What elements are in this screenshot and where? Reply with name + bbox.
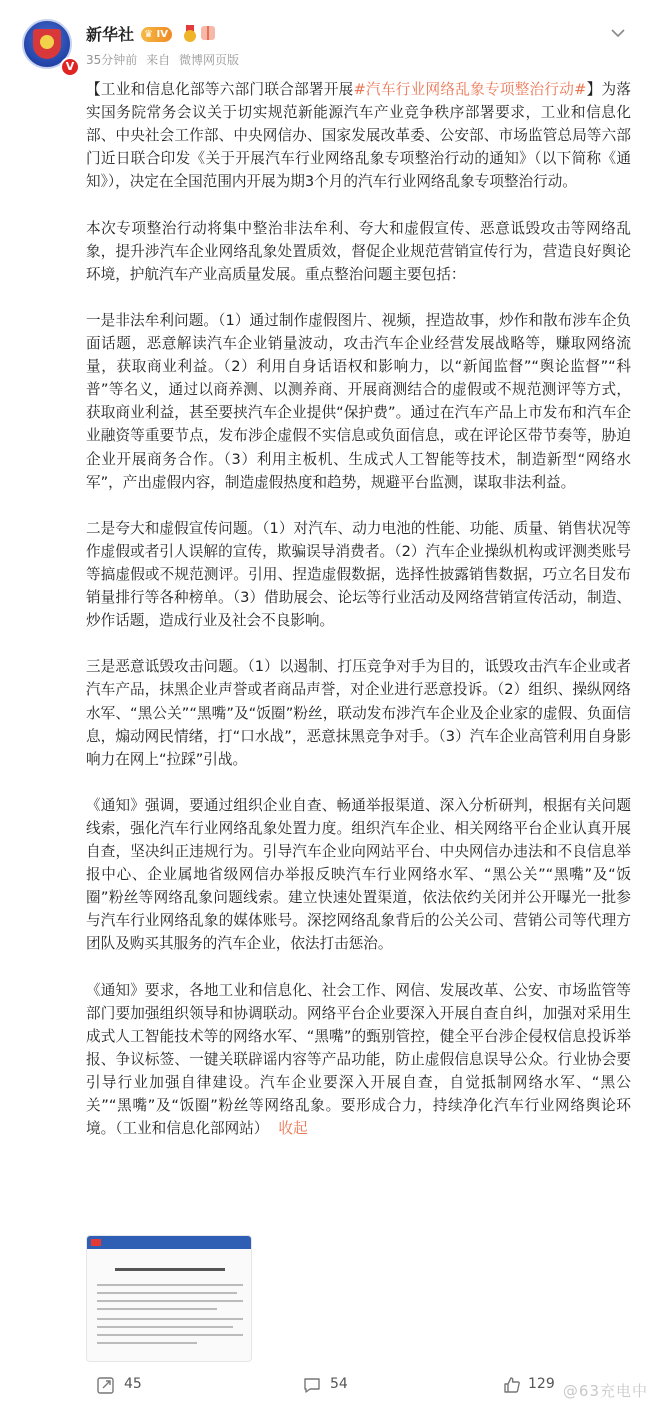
thumbnail-text-line: [97, 1342, 197, 1344]
post-time[interactable]: 35分钟前: [86, 53, 138, 67]
user-level-badge[interactable]: [141, 27, 172, 42]
thumbnail-text-line: [97, 1318, 243, 1320]
post-meta: [86, 51, 244, 68]
collapse-link[interactable]: 收起: [278, 1120, 308, 1138]
post-action-bar: [0, 1362, 654, 1408]
post-source-prefix: 来自: [146, 53, 171, 67]
paragraph-7: [86, 979, 631, 1141]
hashtag-link[interactable]: #汽车行业网络乱象专项整治行动#: [353, 81, 587, 98]
paragraph-1-open: 【工业和信息化部等六部门联合部署开展: [86, 81, 354, 98]
paragraph-7-text: 《通知》要求，各地工业和信息化、社会工作、网信、发展改革、公安、市场监管等部门要加强组织领导和协调联动。网络平台企业要深入开展自查自纠，加强对采用生成式人工智能技术等的网络水军、“黑嘴”的甄别管控，健全平台涉企侵权信息投诉举报、争议标签、一键关联辟谣内容等产品功能，防止虚假信息误导公众。行业协会要引导行业加强自律建设。汽车企业要深入开展自查，自觉抵制网络水军、“黑公关”“黑嘴”及“饭圈”粉丝等网络乱象。要形成合力，持续净化汽车行业网络舆论环境。（工业和信息化部网站）: [86, 981, 631, 1138]
gift-icon[interactable]: [201, 26, 215, 40]
repost-icon: [96, 1375, 116, 1395]
attached-image-thumbnail[interactable]: [86, 1235, 252, 1362]
comment-icon: [302, 1375, 322, 1395]
thumbnail-header-bar: [87, 1236, 251, 1249]
paragraph-1: [86, 78, 631, 193]
like-button[interactable]: [502, 1374, 562, 1396]
like-count: 129: [528, 1376, 555, 1392]
verified-badge-icon: V: [60, 57, 80, 77]
user-level-label: IV: [156, 29, 168, 40]
thumbnail-flag-icon: [91, 1239, 101, 1246]
paragraph-1-rest: 】为落实国务院常务会议关于切实规范新能源汽车产业竞争秩序部署要求，工业和信息化部、中央社会工作部、中央网信办、国家发展改革委、公安部、市场监管总局等六部门近日联合印发《关于开展汽车行业网络乱象专项整治行动的通知》（以下简称《通知》），决定在全国范围内开展为期3个月的汽车行业网络乱象专项整治行动。: [86, 81, 631, 191]
paragraph-2: 本次专项整治行动将集中整治非法牟利、夸大和虚假宣传、恶意诋毁攻击等网络乱象，提升涉汽车企业网络乱象处置质效，督促企业规范营销宣传行为，营造良好舆论环境，护航汽车产业高质量发展。重点整治问题主要包括：: [86, 219, 631, 283]
paragraph-4: 二是夸大和虚假宣传问题。（1）对汽车、动力电池的性能、功能、质量、销售状况等作虚假或者引人误解的宣传，欺骗误导消费者。（2）汽车企业操纵机构或评测类账号等搞虚假或不规范测评。引用、捏造虚假数据，选择性披露销售数据，巧立名目发布销量排行等各种榜单。（3）借助展会、论坛等行业活动及网络营销宣传活动，制造、炒作话题，造成行业及社会不良影响。: [86, 519, 631, 630]
thumbnail-text-line: [97, 1300, 243, 1302]
thumbnail-text-line: [97, 1326, 233, 1328]
thumbnail-text-line: [97, 1284, 243, 1286]
watermark: @63充电中: [562, 1382, 648, 1400]
thumbnail-text-line: [97, 1308, 217, 1310]
xinhua-logo-icon: [33, 29, 61, 59]
crown-icon: ♛: [144, 29, 153, 40]
medal-icon[interactable]: [183, 25, 197, 42]
repost-button[interactable]: [96, 1374, 156, 1396]
repost-count: 45: [124, 1376, 142, 1392]
paragraph-6: 《通知》强调，要通过组织企业自查、畅通举报渠道、深入分析研判，根据有关问题线索，强化汽车行业网络乱象处置力度。组织汽车企业、相关网络平台企业认真开展自查，坚决纠正违规行为。引导汽车企业向网站平台、中央网信办违法和不良信息举报中心、企业属地省级网信办举报反映汽车行业网络水军、“黑公关”“黑嘴”及“饭圈”粉丝等网络乱象问题线索。建立快速处置渠道，依法依约关闭并公开曝光一批参与汽车行业网络乱象的媒体账号。深挖网络乱象背后的公关公司、营销公司等代理方团队及购买其服务的汽车企业，依法打击惩治。: [86, 796, 631, 953]
post-header: [0, 0, 654, 80]
thumbs-up-icon: [502, 1375, 522, 1395]
thumbnail-text-line: [97, 1292, 237, 1294]
post-source: 微博网页版: [178, 53, 239, 67]
thumbnail-text-line: [97, 1334, 243, 1336]
paragraph-3: 一是非法牟利问题。（1）通过制作虚假图片、视频，捏造故事，炒作和散布涉车企负面话题，恶意解读汽车企业销量波动，攻击汽车企业经营发展战略等，赚取网络流量，获取商业利益。（2）利用自身话语权和影响力，以“新闻监督”“舆论监督”“科普”等名义，通过以商养测、以测养商、开展商测结合的虚假或不规范测评等方式，获取商业利益，甚至要挟汽车企业提供“保护费”。通过在汽车产品上市发布和汽车企业融资等重要节点，发布涉企虚假不实信息或负面信息，或在评论区带节奏等，胁迫企业开展商务合作。（3）利用主板机、生成式人工智能等技术，制造新型“网络水军”，产出虚假内容，制造虚假热度和趋势，规避平台监测，谋取非法利益。: [86, 311, 631, 491]
post-content: [86, 78, 631, 1163]
more-options-icon[interactable]: [610, 22, 626, 43]
author-name[interactable]: 新华社: [86, 25, 135, 44]
thumbnail-title-line: [115, 1268, 225, 1271]
paragraph-5: 三是恶意诋毁攻击问题。（1）以遏制、打压竞争对手为目的，诋毁攻击汽车企业或者汽车产品，抹黑企业声誉或者商品声誉，对企业进行恶意投诉。（2）组织、操纵网络水军、“黑公关”“黑嘴”及“饭圈”粉丝，联动发布涉汽车企业及企业家的虚假、负面信息，煽动网民情绪，打“口水战”，恶意抹黑竞争对手。（3）汽车企业高管利用自身影响力在网上“拉踩”引战。: [86, 658, 631, 768]
comment-count: 54: [330, 1376, 348, 1392]
comment-button[interactable]: [302, 1374, 362, 1396]
